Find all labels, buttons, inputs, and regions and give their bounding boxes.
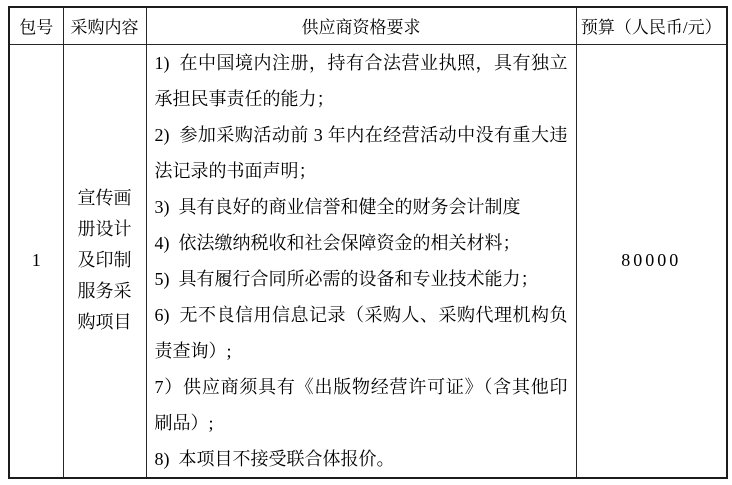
requirement-item-7: 7）供应商须具有《出版物经营许可证》（含其他印刷品）; — [154, 376, 568, 433]
header-supplier-qualifications: 供应商资格要求 — [146, 7, 576, 44]
cell-budget: 80000 — [576, 44, 727, 478]
header-package-no: 包号 — [9, 7, 63, 44]
header-budget: 预算（人民币/元） — [576, 7, 727, 44]
requirement-item-8: 8) 本项目不接受联合体报价。 — [154, 448, 395, 469]
cell-procurement-content: 宣传画册设计及印制服务采购项目 — [63, 44, 146, 478]
requirement-item-5: 5) 具有履行合同所必需的设备和专业技术能力； — [154, 268, 539, 289]
table-header-row — [9, 7, 727, 44]
procurement-package-table — [8, 6, 728, 479]
requirement-item-2: 2) 参加采购活动前 3 年内在经营活动中没有重大违法记录的书面声明； — [154, 124, 568, 181]
requirement-item-6: 6) 无不良信用信息记录（采购人、采购代理机构负责查询）; — [154, 304, 568, 361]
requirement-item-4: 4) 依法缴纳税收和社会保障资金的相关材料； — [154, 232, 521, 253]
requirement-item-3: 3) 具有良好的商业信誉和健全的财务会计制度 — [154, 196, 521, 217]
header-procurement-content: 采购内容 — [63, 7, 146, 44]
cell-package-no: 1 — [9, 44, 63, 478]
requirement-item-1: 1) 在中国境内注册，持有合法营业执照，具有独立承担民事责任的能力； — [154, 52, 568, 109]
table-row — [9, 44, 727, 478]
cell-supplier-qualifications — [146, 44, 576, 478]
